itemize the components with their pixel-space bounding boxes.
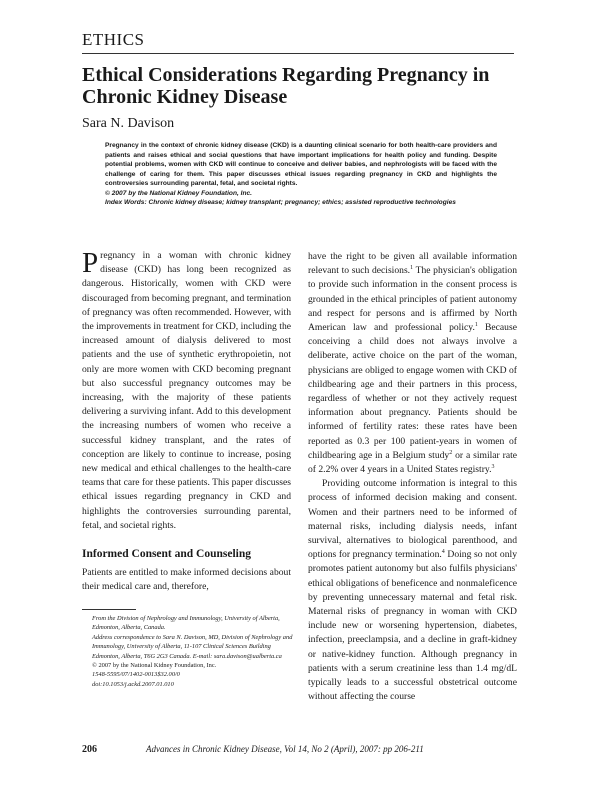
abstract: [105, 141, 497, 208]
footnote-copyright: © 2007 by the National Kidney Foundation, Inc.: [92, 662, 217, 670]
journal-citation: Advances in Chronic Kidney Disease, Vol 14, No 2 (April), 2007: pp 206-211: [146, 744, 424, 754]
rights-paragraph: [308, 250, 517, 477]
footnote-issn: 1548-5595/07/1402-0013$32.00/0: [92, 671, 180, 679]
text-run: The physician's obligation to provide such information in the consent process is grounded in the ethical principles of patient autonomy and respect for persons and is affirmed by North American law and professional policy.: [308, 265, 517, 334]
outcome-paragraph: [308, 477, 517, 704]
text-run: have the right to be given all available information relevant to such decisions.: [308, 251, 517, 277]
footnote-affiliation: From the Division of Nephrology and Immunology, University of Alberta, Edmonton, Alberta, Canada.: [92, 615, 280, 632]
text-run: Because conceiving a child does not always involve a deliberate, active choice on the part of the woman, physicians are obliged to engage women with CKD of childbearing age and their partners in this process, regardless of whether or not they actively request information about pregnancy. Patients should be informed of fertility rates: these rates have been reported as 0.3 per 100 patient-years in women of childbearing age in a Belgium study: [308, 322, 517, 461]
text-run: or a similar rate of 2.2% over 4 years in a United States registry.: [308, 449, 518, 476]
section-label: ETHICS: [82, 30, 145, 49]
abstract-copyright: © 2007 by the National Kidney Foundation, Inc.: [105, 189, 253, 197]
citation: 3: [491, 463, 495, 470]
intro-text: regnancy in a woman with chronic kidney disease (CKD) has long been recognized as dangerous. Historically, women with CKD were discouraged from becoming pregnant, and termination of pregnancy was often recommended. However, with the improvements in treatment for CKD, including the increased amount of dialysis delivered to most patients and the use of synthetic erythropoietin, not only are more women with CKD becoming pregnant but also successful pregnancy outcomes may be increasing, with the majority of these patients delivering a surviving infant. Add to this development the increasing numbers of women who receive a successful kidney transplant, and the rates of conception are likely to continue to increase, posing new medical and ethical challenges to the health-care teams that care for these patients. This paper discusses ethical issues regarding pregnancy in CKD and highlights the controversies surrounding parental, fetal, and societal rights.: [82, 250, 291, 531]
footnotes: [82, 614, 294, 689]
index-words: Index Words: Chronic kidney disease; kidney transplant; pregnancy; ethics; assisted reproductive technologies: [105, 199, 456, 206]
right-column: [308, 250, 517, 705]
consent-paragraph: Patients are entitled to make informed decisions about their medical care and, therefore,: [82, 567, 291, 593]
article-title: Ethical Considerations Regarding Pregnancy in Chronic Kidney Disease: [82, 64, 490, 108]
citation: 2: [449, 449, 453, 456]
text-run: Doing so not only promotes patient autonomy but also fulfils physicians' ethical obligations of beneficence and nonmaleficence by preventing unnecessary maternal and fetal risk. Maternal risks of pregnancy in woman with CKD include new or worsening hypertension, diabetes, infection, preeclampsia, and a decline in graft-kidney or native-kidney function. Although pregnancy in patients with a serum creatinine less than 1.4 mg/dL typically leads to a successful obstetrical outcome without affecting the course: [308, 549, 517, 703]
abstract-body: Pregnancy in the context of chronic kidney disease (CKD) is a daunting clinical scenario for both health-care providers and patients and raises ethical and social questions that have important implications for health policy and funding. Despite potential problems, women with CKD will continue to conceive and deliver babies, and nephrologists will be faced with the challenge of caring for them. This paper discusses ethical issues regarding pregnancy in CKD and highlights the controversies surrounding parental, fetal, and societal rights.: [105, 142, 497, 187]
footnote-correspondence: Address correspondence to Sara N. Davison, MD, Division of Nephrology and Immunology, University of Alberta, 11-107 Clinical Sciences Building Edmonton, Alberta, T6G 2G3 Canada. E-mail: sara.davison@ualberta.ca: [92, 633, 293, 660]
footnote-rule: [82, 609, 136, 610]
intro-paragraph: [82, 249, 291, 533]
left-column-continued: [82, 566, 291, 594]
citation: 1: [474, 321, 478, 328]
section-heading: Informed Consent and Counseling: [82, 548, 252, 560]
header-rule: [82, 53, 514, 54]
author-name: Sara N. Davison: [82, 116, 175, 131]
left-column: [82, 249, 291, 533]
footnote-doi: doi:10.1053/j.ackd.2007.01.010: [92, 680, 174, 688]
citation: 4: [441, 549, 445, 556]
drop-cap: P: [82, 247, 99, 279]
text-run: Providing outcome information is integral to this process of informed decision making and consent. Women and their partners need to be informed of maternal risks, including dialysis needs, infant survival, alternatives to biological parenthood, and options for pregnancy termination.: [308, 478, 517, 561]
citation: 1: [410, 265, 414, 272]
page-number: 206: [82, 744, 97, 755]
